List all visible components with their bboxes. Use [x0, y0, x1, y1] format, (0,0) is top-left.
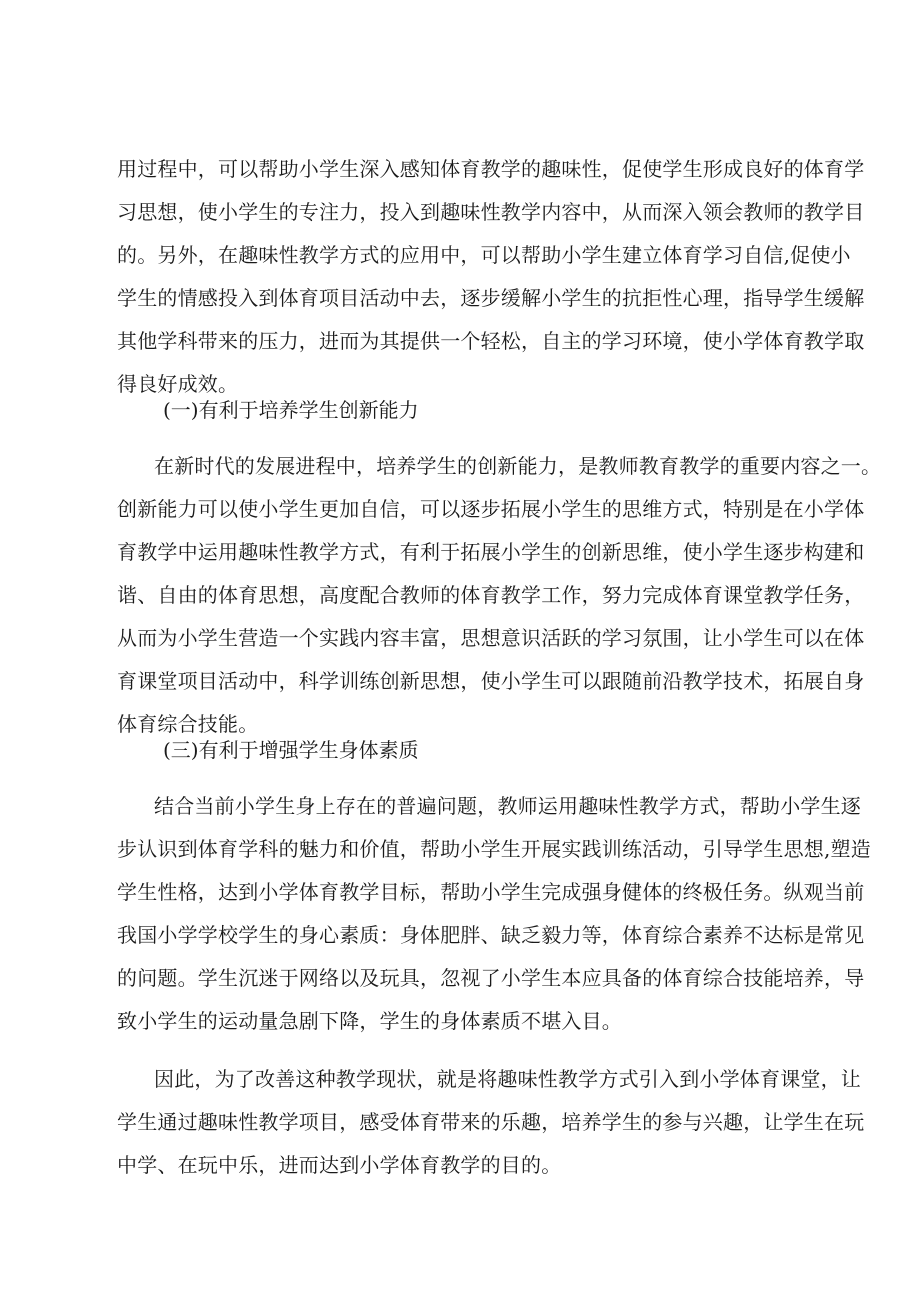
paragraph-line: 习思想，使小学生的专注力，投入到趣味性教学内容中，从而深入领会教师的教学目	[117, 200, 865, 224]
paragraph-line: 我国小学学校学生的身心素质：身体肥胖、缺乏毅力等，体育综合素养不达标是常见	[117, 923, 865, 947]
section-heading-1: (一)有利于培养学生创新能力	[163, 398, 419, 422]
paragraph-line: 学生性格，达到小学体育教学目标，帮助小学生完成强身健体的终极任务。纵观当前	[117, 880, 865, 904]
paragraph-line: 学生通过趣味性教学项目，感受体育带来的乐趣，培养学生的参与兴趣，让学生在玩	[117, 1110, 865, 1134]
paragraph-line: 谐、自由的体育思想，高度配合教师的体育教学工作，努力完成体育课堂教学任务，	[117, 583, 865, 607]
paragraph-line: 因此，为了改善这种教学现状，就是将趣味性教学方式引入到小学体育课堂，让	[154, 1067, 861, 1091]
paragraph-line: 从而为小学生营造一个实践内容丰富，思想意识活跃的学习氛围，让小学生可以在体	[117, 626, 865, 650]
section-heading-2: (三)有利于增强学生身体素质	[163, 738, 419, 762]
paragraph-line: 体育综合技能。	[117, 712, 259, 736]
paragraph-line: 育教学中运用趣味性教学方式，有利于拓展小学生的创新思维，使小学生逐步构建和	[117, 540, 865, 564]
paragraph-line: 的。另外，在趣味性教学方式的应用中，可以帮助小学生建立体育学习自信,促使小	[117, 243, 851, 267]
paragraph-line: 用过程中，可以帮助小学生深入感知体育教学的趣味性，促使学生形成良好的体育学	[117, 157, 865, 181]
paragraph-line: 育课堂项目活动中，科学训练创新思想，使小学生可以跟随前沿教学技术，拓展自身	[117, 669, 865, 693]
paragraph-line: 在新时代的发展进程中，培养学生的创新能力，是教师教育教学的重要内容之一。	[154, 454, 882, 478]
paragraph-line: 结合当前小学生身上存在的普遍问题，教师运用趣味性教学方式，帮助小学生逐	[154, 794, 861, 818]
paragraph-line: 中学、在玩中乐，进而达到小学体育教学的目的。	[117, 1153, 562, 1177]
paragraph-line: 学生的情感投入到体育项目活动中去，逐步缓解小学生的抗拒性心理，指导学生缓解	[117, 286, 865, 310]
paragraph-line: 步认识到体育学科的魅力和价值，帮助小学生开展实践训练活动，引导学生思想,塑造	[117, 837, 871, 861]
paragraph-line: 得良好成效。	[117, 372, 239, 396]
paragraph-line: 其他学科带来的压力，进而为其提供一个轻松，自主的学习环境，使小学体育教学取	[117, 329, 865, 353]
paragraph-line: 致小学生的运动量急剧下降，学生的身体素质不堪入目。	[117, 1009, 622, 1033]
paragraph-line: 创新能力可以使小学生更加自信，可以逐步拓展小学生的思维方式，特别是在小学体	[117, 497, 865, 521]
paragraph-line: 的问题。学生沉迷于网络以及玩具，忽视了小学生本应具备的体育综合技能培养，导	[117, 966, 865, 990]
